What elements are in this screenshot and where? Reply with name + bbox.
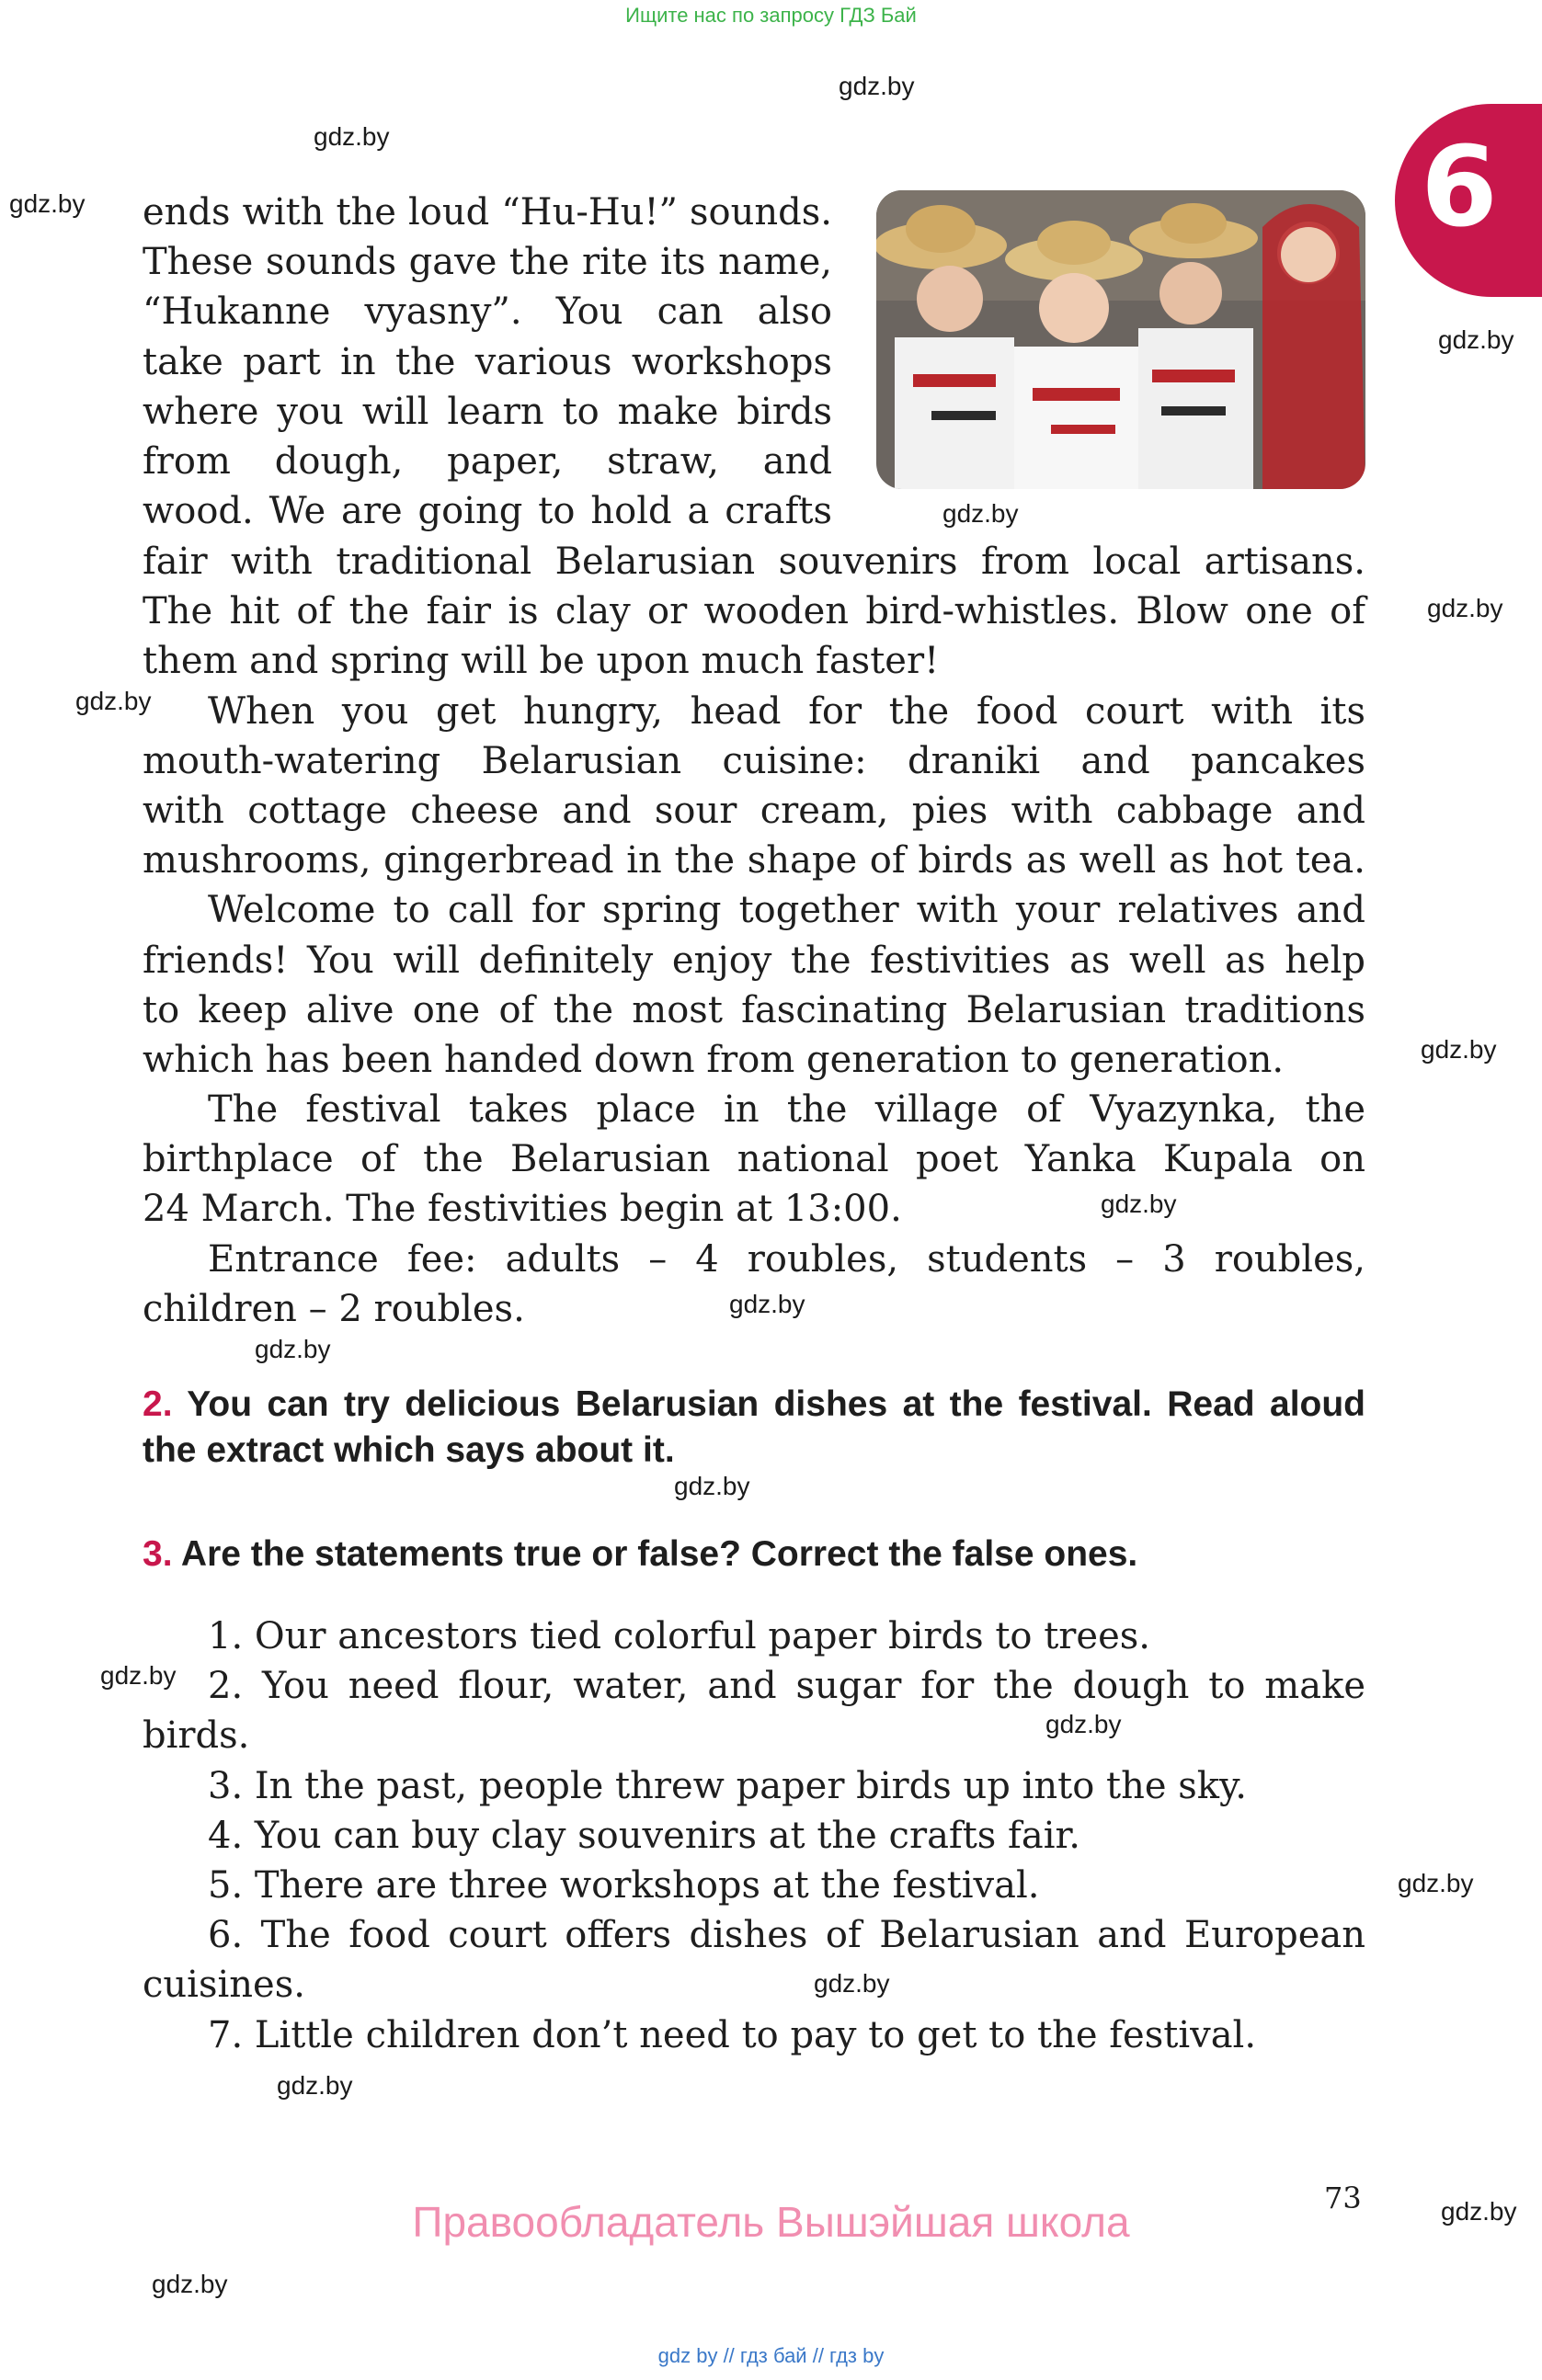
task-text: You can try delicious Belarusian dishes at the festival. Read aloud the extract which says about it. (143, 1384, 1365, 1470)
list-item: 5. There are three workshops at the festival. (208, 1863, 1040, 1907)
watermark: gdz.by (277, 2071, 353, 2100)
text-line: The festival takes place in the village of Vyazynka, the (208, 1088, 1365, 1132)
text-line: “Hukanne vyasny”. You can also (143, 290, 832, 334)
watermark: gdz.by (152, 2270, 228, 2298)
list-item: 3. In the past, people threw paper birds up into the sky. (208, 1764, 1248, 1807)
text-line: to keep alive one of the most fascinating Belarusian traditions (143, 988, 1365, 1031)
watermark: gdz.by (839, 72, 915, 100)
list-item: 6. The food court offers dishes of Belarusian and European (208, 1914, 1365, 1957)
watermark: gdz.by (1421, 1035, 1497, 1064)
article-text-beside-photo (143, 188, 832, 536)
watermark: gdz.by (100, 1661, 177, 1690)
watermark: gdz.by (1398, 1869, 1474, 1897)
list-item: 7. Little children don’t need to pay to get to the festival. (208, 2013, 1257, 2056)
text-line: 24 March. The festivities begin at 13:00. (143, 1188, 902, 1231)
list-item: cuisines. (143, 1964, 305, 2007)
text-line: from dough, paper, straw, and (143, 439, 832, 483)
watermark: gdz.by (75, 687, 152, 715)
watermark: gdz.by (1427, 594, 1503, 622)
text-line: birthplace of the Belarusian national poet Yanka Kupala on (143, 1138, 1365, 1181)
text-line: where you will learn to make birds (143, 390, 832, 433)
text-line: which has been handed down from generation to generation. (143, 1038, 1285, 1081)
task-number: 3. (143, 1534, 173, 1574)
text-line: The hit of the fair is clay or wooden bird-whistles. Blow one of (143, 590, 1365, 633)
text-line: ends with the loud “Hu-Hu!” sounds. (143, 191, 832, 233)
page-number: 73 (1324, 2181, 1362, 2215)
article-text (143, 537, 1365, 1334)
watermark: gdz.by (314, 122, 390, 151)
task-3 (143, 1532, 1365, 1577)
text-line: children – 2 roubles. (143, 1287, 525, 1330)
text-line: These sounds gave the rite its name, (143, 241, 832, 284)
list-item: 1. Our ancestors tied colorful paper birds to trees. (208, 1615, 1150, 1657)
footer-links[interactable]: gdz by // гдз бай // гдз by (657, 2344, 885, 2367)
watermark: gdz.by (1438, 325, 1514, 354)
watermark: gdz.by (255, 1335, 331, 1363)
list-item: 2. You need flour, water, and sugar for the dough to make (208, 1665, 1365, 1708)
text-line: mushrooms, gingerbread in the shape of birds as well as hot tea. (143, 839, 1365, 883)
task-2 (143, 1382, 1365, 1474)
top-banner: Ищите нас по запросу ГДЗ Бай (625, 4, 917, 27)
watermark: gdz.by (1441, 2197, 1517, 2226)
text-line: friends! You will definitely enjoy the festivities as well as help (143, 939, 1365, 982)
watermark: gdz.by (942, 499, 1019, 528)
task-text: Are the statements true or false? Correct the false ones. (180, 1534, 1138, 1574)
chapter-number: 6 (1421, 124, 1498, 252)
watermark: gdz.by (814, 1969, 890, 1998)
list-item: birds. (143, 1714, 250, 1758)
text-line: Entrance fee: adults – 4 roubles, students – 3 roubles, (208, 1237, 1365, 1281)
text-line: them and spring will be upon much faster! (143, 640, 940, 683)
watermark: gdz.by (1101, 1190, 1177, 1218)
text-line: Welcome to call for spring together with your relatives and (208, 889, 1365, 932)
text-line: wood. We are going to hold a crafts (143, 490, 832, 533)
statements-list (143, 1611, 1365, 2060)
text-line: fair with traditional Belarusian souvenirs from local artisans. (143, 541, 1365, 583)
text-line: mouth-watering Belarusian cuisine: draniki and pancakes (143, 739, 1365, 782)
watermark: gdz.by (1045, 1710, 1122, 1738)
task-number: 2. (143, 1384, 173, 1424)
text-line: When you get hungry, head for the food court with its (208, 689, 1365, 733)
watermark: gdz.by (9, 189, 86, 218)
text-line: take part in the various workshops (143, 340, 832, 383)
watermark: gdz.by (674, 1472, 750, 1500)
watermark: gdz.by (729, 1290, 805, 1318)
copyright-notice: Правообладатель Вышэйшая школа (412, 2198, 1130, 2246)
text-line: with cottage cheese and sour cream, pies with cabbage and (143, 789, 1365, 832)
festival-photo (876, 190, 1365, 489)
list-item: 4. You can buy clay souvenirs at the crafts fair. (208, 1814, 1080, 1857)
